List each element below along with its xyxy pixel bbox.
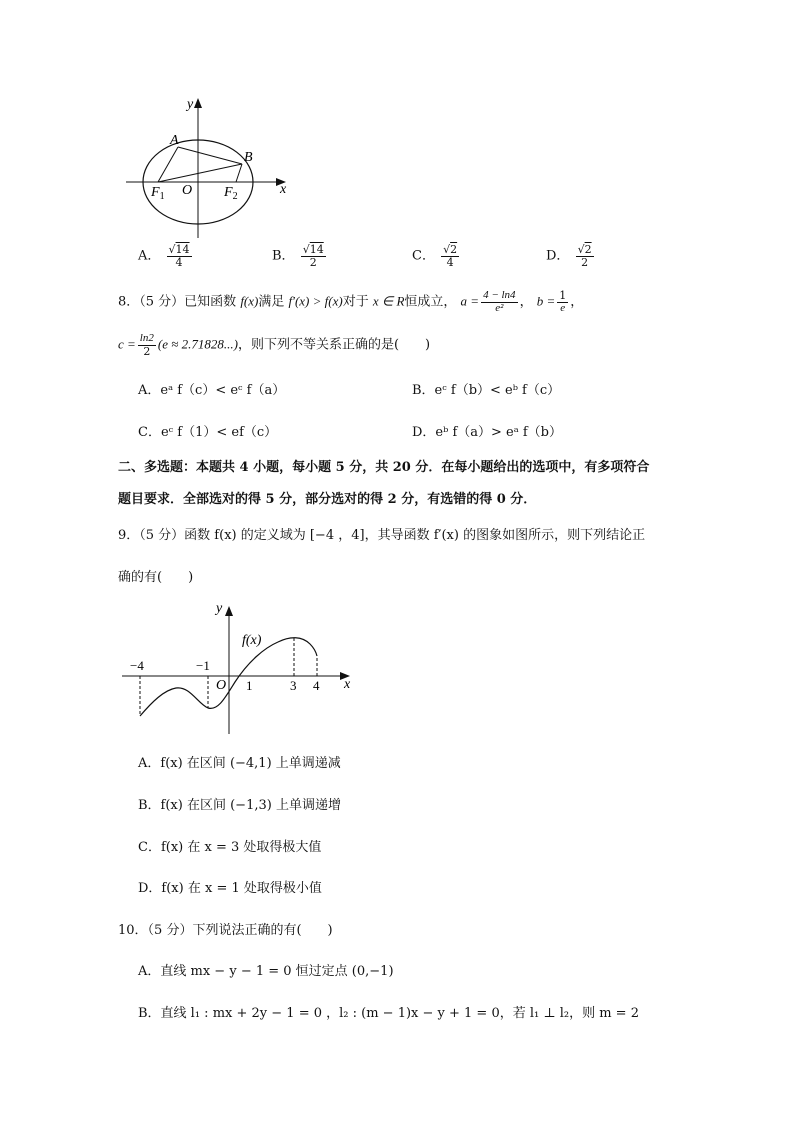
q9-option-c[interactable]: C．f(x) 在 x = 3 处取得极大值 (138, 840, 322, 855)
fig2-tick-1: 1 (246, 678, 253, 693)
fig2-origin: O (216, 678, 227, 693)
q7-option-a[interactable]: A． $\frac{√14}{4}$ (138, 243, 190, 269)
q8-option-a[interactable]: A．eᵃ f（c）< eᶜ f（a） (138, 383, 286, 398)
q8-option-c[interactable]: C．eᶜ f（1）< ef（c） (138, 425, 278, 440)
q10-stem: 10．（5 分）下列说法正确的有( ) (118, 923, 333, 938)
q8-option-b[interactable]: B．eᶜ f（b）< eᵇ f（c） (412, 383, 561, 398)
fig1-point-b: B (244, 150, 253, 165)
q9-option-a[interactable]: A．f(x) 在区间 (−4,1) 上单调递减 (138, 756, 341, 771)
q9-option-b[interactable]: B．f(x) 在区间 (−1,3) 上单调递增 (138, 798, 341, 813)
q8-stem-line1: 8．（5 分）已知函数 f(x)满足 f′(x) > f(x)对于 x ∈ R恒成立， a = $\frac{4 - \ln 4}{\text{e²}}$ ， b = $\frac{1}{e}$ ， (118, 289, 584, 314)
fig2-y-label: y (216, 601, 223, 616)
q10-option-a[interactable]: A．直线 mx − y − 1 = 0 恒过定点 (0,−1) (138, 964, 394, 979)
section2-line1: 二、多选题：本题共 4 小题，每小题 5 分，共 20 分．在每小题给出的选项中，有多项符合 (118, 460, 650, 475)
fig1-point-f1: $F_1$ (151, 185, 165, 202)
ellipse-figure (118, 92, 298, 242)
fig1-x-label: x (280, 182, 287, 197)
fig1-point-f2: $F_2$ (224, 185, 238, 202)
fig2-x-label: x (344, 677, 351, 692)
q9-stem-line2: 确的有( ) (118, 570, 194, 585)
q9-stem-line1: 9．（5 分）函数 f(x) 的定义域为 [−4 ，4]，其导函数 f′(x) 的图象如图所示，则下列结论正 (118, 528, 646, 543)
fig2-tick-neg4: −4 (130, 658, 144, 673)
q7-option-b[interactable]: B． $\frac{√14}{2}$ (272, 243, 324, 269)
q7-option-c[interactable]: C． $\frac{√2}{4}$ (412, 243, 458, 269)
section2-line2: 题目要求．全部选对的得 5 分，部分选对的得 2 分，有选错的得 0 分． (118, 492, 537, 507)
q10-option-b[interactable]: B．直线 l₁ : mx + 2y − 1 = 0 ，l₂ : (m − 1)x − y + 1 = 0，若 l₁ ⊥ l₂，则 m = 2 (138, 1006, 639, 1021)
fig2-tick-4: 4 (313, 678, 320, 693)
q8-stem-line2: c = $\frac{\ln 2}{2}$ (e ≈ 2.71828...)，则下列不等关系正确的是( ) (118, 332, 431, 358)
fig1-point-a: A (170, 133, 179, 148)
fig1-y-label: y (187, 97, 194, 112)
fig2-curve-label: f(x) (242, 633, 262, 648)
q7-option-d[interactable]: D． $\frac{√2}{2}$ (546, 243, 592, 269)
q9-option-d[interactable]: D．f(x) 在 x = 1 处取得极小值 (138, 881, 322, 896)
fig1-origin: O (182, 183, 193, 198)
fig2-tick-neg1: −1 (196, 658, 210, 673)
q8-option-d[interactable]: D．eᵇ f（a）> eᵃ f（b） (412, 425, 563, 440)
derivative-graph (118, 598, 368, 738)
fig2-tick-3: 3 (290, 678, 297, 693)
